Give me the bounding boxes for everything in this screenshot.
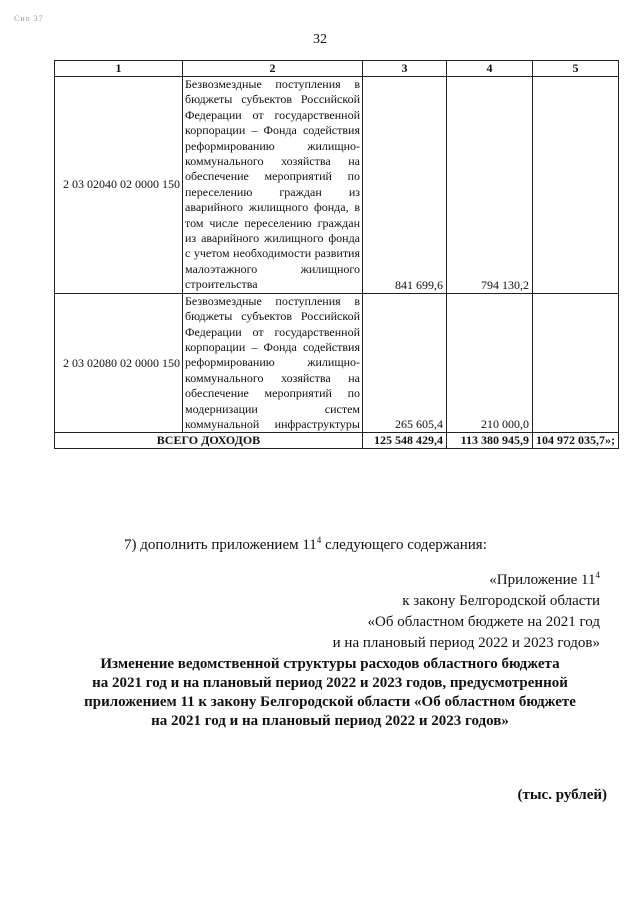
title-line: на 2021 год и на плановый период 2022 и 2023 годов»	[151, 713, 509, 729]
paragraph-superscript: 4	[316, 535, 322, 545]
paragraph-suffix: следующего содержания:	[321, 537, 487, 553]
column-header: 5	[533, 61, 619, 77]
revenue-code: 2 03 02080 02 0000 150	[55, 293, 183, 433]
total-2023: 104 972 035,7»;	[533, 433, 619, 449]
page-number: 32	[313, 32, 327, 47]
column-header: 4	[447, 61, 533, 77]
amendment-paragraph	[124, 535, 487, 554]
amount-2023	[533, 77, 619, 294]
appendix-header	[300, 565, 600, 654]
appendix-line	[300, 565, 600, 591]
total-label: ВСЕГО ДОХОДОВ	[55, 433, 363, 449]
amount-2021: 265 605,4	[363, 293, 447, 433]
total-2021: 125 548 429,4	[363, 433, 447, 449]
units-label: (тыс. рублей)	[517, 787, 607, 803]
appendix-line: и на плановый период 2022 и 2023 годов»	[332, 635, 600, 651]
column-header: 2	[183, 61, 363, 77]
amount-2021: 841 699,6	[363, 77, 447, 294]
title-line: приложением 11 к закону Белгородской области «Об областном бюджете	[84, 694, 576, 710]
appendix-line: «Об областном бюджете на 2021 год	[367, 614, 600, 630]
title-line: на 2021 год и на плановый период 2022 и 2023 годов, предусмотренной	[92, 675, 568, 691]
appendix-title: «Приложение 11	[489, 572, 596, 588]
amount-2022: 794 130,2	[447, 77, 533, 294]
table-row	[55, 293, 619, 433]
column-header: 3	[363, 61, 447, 77]
appendix-line: к закону Белгородской области	[402, 593, 600, 609]
table-header-row	[55, 61, 619, 77]
total-2022: 113 380 945,9	[447, 433, 533, 449]
revenue-description: Безвозмездные поступления в бюджеты субъектов Российской Федерации от государственной корпорации – Фонда содействия реформированию жилищно-коммунального хозяйства на обеспечение мероприятий по переселению граждан из аварийного жилищного фонда, в том числе переселению граждан из аварийного жилищного фонда с учетом необходимости развития малоэтажного жилищного строительства	[183, 77, 363, 294]
paragraph-prefix: 7) дополнить приложением 11	[124, 537, 317, 553]
column-header: 1	[55, 61, 183, 77]
total-row	[55, 433, 619, 449]
title-line: Изменение ведомственной структуры расходов областного бюджета	[100, 656, 560, 672]
revenue-description: Безвозмездные поступления в бюджеты субъектов Российской Федерации от государственной корпорации – Фонда содействия реформированию жилищно-коммунального хозяйства на обеспечение мероприятий по модернизации систем коммунальной инфраструктуры	[183, 293, 363, 433]
amount-2023	[533, 293, 619, 433]
amount-2022: 210 000,0	[447, 293, 533, 433]
document-title	[60, 655, 600, 731]
revenue-table	[54, 60, 619, 449]
revenue-code: 2 03 02040 02 0000 150	[55, 77, 183, 294]
scan-mark: Сно 37	[14, 14, 44, 23]
appendix-superscript: 4	[595, 570, 600, 580]
table-row	[55, 77, 619, 294]
